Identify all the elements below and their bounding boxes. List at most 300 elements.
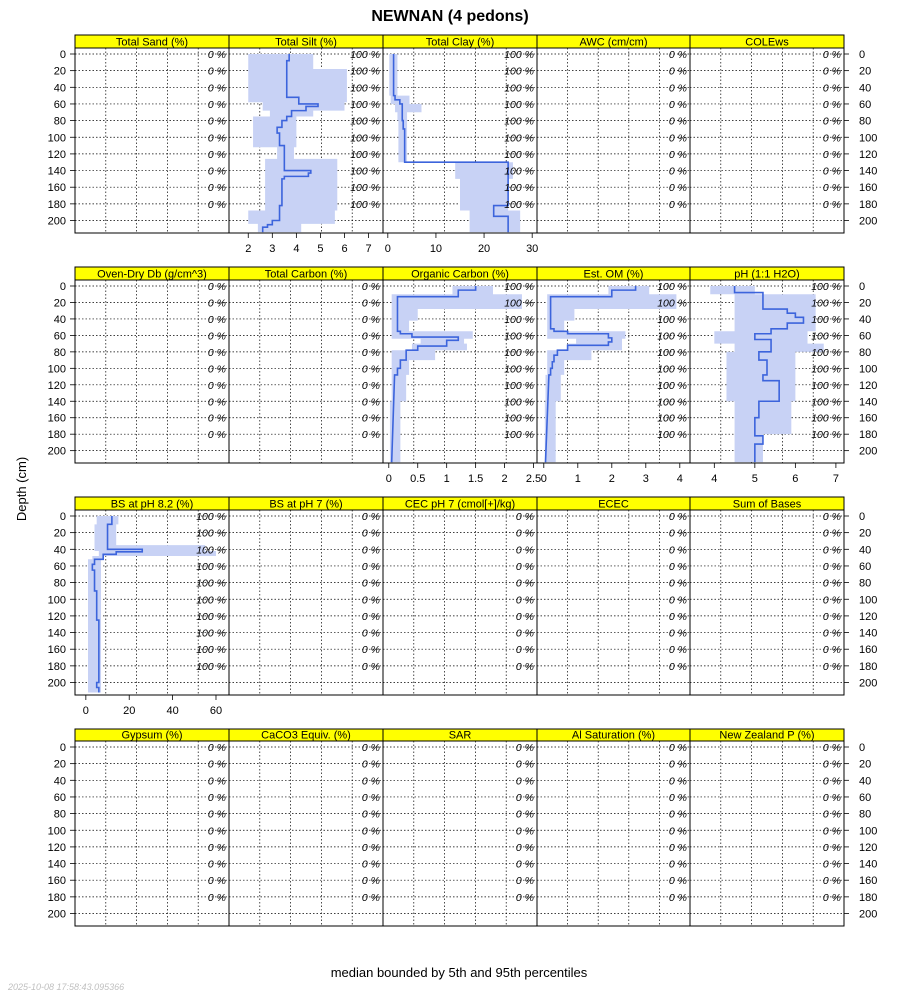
coverage-label: 100 % (811, 313, 841, 326)
x-tick-label: 0 (82, 705, 89, 717)
coverage-label: 0 % (668, 65, 687, 78)
depth-tick-label-right: 0 (859, 49, 866, 61)
coverage-label: 0 % (515, 627, 534, 640)
depth-tick-label-right: 20 (859, 758, 872, 771)
strip-title: Total Carbon (%) (264, 268, 348, 281)
coverage-label: 0 % (668, 841, 687, 854)
x-tick-label: 20 (477, 243, 491, 255)
coverage-label: 100 % (657, 313, 687, 326)
coverage-label: 0 % (822, 594, 841, 607)
coverage-label: 100 % (504, 182, 534, 195)
strip-title: BS at pH 8.2 (%) (110, 498, 194, 511)
coverage-label: 0 % (668, 544, 687, 557)
x-tick-label: 2 (501, 473, 508, 485)
depth-tick-label-right: 20 (859, 527, 872, 540)
depth-tick-label-left: 180 (47, 660, 66, 673)
coverage-label: 0 % (207, 165, 226, 178)
panel-bg (383, 741, 537, 926)
depth-tick-label-left: 100 (47, 825, 66, 838)
depth-tick-label-left: 160 (47, 644, 66, 657)
strip-title: New Zealand P (%) (719, 729, 815, 742)
coverage-label: 0 % (515, 577, 534, 590)
coverage-label: 100 % (196, 577, 226, 590)
coverage-label: 0 % (207, 313, 226, 326)
panel-grid (48, 35, 878, 926)
x-tick-label: 7 (832, 473, 839, 485)
coverage-label: 0 % (822, 182, 841, 195)
depth-tick-label-left: 0 (59, 49, 66, 61)
coverage-label: 0 % (822, 511, 841, 523)
coverage-label: 0 % (207, 297, 226, 310)
depth-tick-label-right: 180 (859, 660, 878, 673)
depth-tick-label-left: 160 (47, 412, 66, 425)
x-tick-label: 0 (540, 473, 547, 485)
coverage-label: 0 % (207, 132, 226, 145)
coverage-label: 100 % (350, 198, 380, 211)
coverage-label: 0 % (207, 115, 226, 128)
coverage-label: 100 % (504, 165, 534, 178)
depth-tick-label-left: 100 (47, 363, 66, 376)
coverage-label: 100 % (504, 412, 534, 425)
coverage-label: 100 % (811, 429, 841, 442)
depth-tick-label-left: 100 (47, 132, 66, 145)
coverage-label: 0 % (668, 891, 687, 904)
coverage-label: 100 % (350, 148, 380, 161)
coverage-label: 0 % (361, 379, 380, 392)
depth-tick-label-right: 100 (859, 825, 878, 838)
coverage-label: 0 % (207, 808, 226, 821)
coverage-label: 0 % (361, 644, 380, 657)
depth-tick-label-right: 140 (859, 396, 878, 409)
strip-title: Total Clay (%) (425, 36, 495, 49)
coverage-label: 0 % (668, 182, 687, 195)
depth-tick-label-right: 200 (859, 445, 878, 458)
x-tick-label: 0 (384, 243, 391, 255)
x-tick-label: 5 (751, 473, 758, 485)
coverage-label: 100 % (811, 363, 841, 376)
depth-tick-label-left: 140 (47, 165, 66, 178)
coverage-label: 100 % (196, 627, 226, 640)
coverage-label: 0 % (822, 610, 841, 623)
coverage-label: 100 % (196, 644, 226, 657)
coverage-label: 0 % (515, 594, 534, 607)
strip-title: Sum of Bases (732, 498, 802, 511)
panel-16 (229, 729, 383, 926)
coverage-label: 0 % (668, 165, 687, 178)
coverage-label: 0 % (822, 577, 841, 590)
coverage-label: 0 % (668, 594, 687, 607)
coverage-label: 0 % (822, 758, 841, 771)
coverage-label: 0 % (822, 82, 841, 95)
coverage-label: 0 % (515, 511, 534, 523)
depth-tick-label-right: 40 (859, 82, 872, 95)
coverage-label: 0 % (668, 560, 687, 573)
coverage-label: 0 % (822, 544, 841, 557)
coverage-label: 0 % (361, 330, 380, 343)
coverage-label: 100 % (350, 49, 380, 61)
coverage-label: 0 % (361, 577, 380, 590)
coverage-label: 0 % (207, 346, 226, 359)
coverage-label: 0 % (207, 841, 226, 854)
coverage-label: 0 % (668, 98, 687, 111)
coverage-label: 100 % (657, 429, 687, 442)
coverage-label: 0 % (515, 544, 534, 557)
depth-tick-label-right: 180 (859, 429, 878, 442)
coverage-label: 100 % (657, 281, 687, 293)
coverage-label: 0 % (361, 808, 380, 821)
coverage-label: 0 % (668, 791, 687, 804)
depth-tick-label-right: 200 (859, 677, 878, 690)
panel-bg (75, 48, 229, 233)
coverage-label: 0 % (361, 610, 380, 623)
depth-tick-label-left: 40 (53, 544, 66, 557)
panel-bg (537, 48, 690, 233)
coverage-label: 100 % (657, 412, 687, 425)
coverage-label: 0 % (207, 198, 226, 211)
coverage-label: 100 % (196, 660, 226, 673)
coverage-label: 100 % (196, 544, 226, 557)
coverage-label: 0 % (207, 49, 226, 61)
coverage-label: 100 % (504, 363, 534, 376)
coverage-label: 0 % (668, 132, 687, 145)
coverage-label: 100 % (350, 165, 380, 178)
coverage-label: 0 % (822, 132, 841, 145)
coverage-label: 0 % (822, 560, 841, 573)
depth-tick-label-right: 40 (859, 775, 872, 788)
depth-tick-label-left: 0 (59, 511, 66, 523)
coverage-label: 0 % (668, 775, 687, 788)
panel-bg (690, 741, 844, 926)
coverage-label: 100 % (811, 281, 841, 293)
strip-title: AWC (cm/cm) (579, 36, 648, 49)
coverage-label: 100 % (504, 346, 534, 359)
strip-title: Total Sand (%) (115, 36, 189, 49)
depth-tick-label-right: 0 (859, 281, 866, 293)
strip-title: CaCO3 Equiv. (%) (261, 729, 351, 742)
coverage-label: 0 % (822, 627, 841, 640)
depth-tick-label-left: 60 (53, 330, 66, 343)
chart-subtitle: median bounded by 5th and 95th percentiles (330, 965, 588, 980)
depth-tick-label-left: 20 (53, 297, 66, 310)
coverage-label: 0 % (361, 412, 380, 425)
depth-tick-label-right: 0 (859, 511, 866, 523)
depth-tick-label-right: 200 (859, 215, 878, 228)
coverage-label: 0 % (361, 363, 380, 376)
depth-tick-label-left: 200 (47, 908, 66, 921)
depth-tick-label-right: 60 (859, 330, 872, 343)
coverage-label: 0 % (668, 875, 687, 888)
coverage-label: 0 % (207, 330, 226, 343)
x-tick-label: 5 (317, 243, 324, 255)
coverage-label: 0 % (207, 148, 226, 161)
coverage-label: 0 % (361, 791, 380, 804)
depth-tick-label-left: 100 (47, 594, 66, 607)
panel-bg (537, 741, 690, 926)
panel-2 (383, 35, 538, 255)
depth-tick-label-right: 120 (859, 379, 878, 392)
coverage-label: 0 % (515, 791, 534, 804)
panel-14 (690, 497, 844, 695)
depth-tick-label-left: 60 (53, 791, 66, 804)
coverage-label: 100 % (811, 346, 841, 359)
panel-bg (229, 510, 383, 695)
depth-tick-label-left: 80 (53, 577, 66, 590)
x-tick-label: 7 (365, 243, 372, 255)
x-tick-label: 20 (123, 705, 136, 717)
coverage-label: 100 % (504, 198, 534, 211)
coverage-label: 0 % (361, 429, 380, 442)
depth-tick-label-left: 20 (53, 758, 66, 771)
coverage-label: 0 % (361, 841, 380, 854)
coverage-label: 0 % (207, 825, 226, 838)
coverage-label: 0 % (515, 891, 534, 904)
coverage-label: 100 % (504, 115, 534, 128)
depth-tick-label-left: 140 (47, 396, 66, 409)
depth-tick-label-right: 140 (859, 165, 878, 178)
depth-tick-label-left: 140 (47, 627, 66, 640)
coverage-label: 100 % (657, 346, 687, 359)
coverage-label: 0 % (361, 396, 380, 409)
coverage-label: 0 % (668, 198, 687, 211)
coverage-label: 0 % (668, 82, 687, 95)
depth-tick-label-right: 120 (859, 610, 878, 623)
strip-title: COLEws (745, 36, 789, 49)
coverage-label: 0 % (515, 758, 534, 771)
panel-bg (75, 280, 229, 463)
panel-10 (75, 497, 229, 717)
coverage-label: 0 % (515, 644, 534, 657)
coverage-label: 100 % (811, 330, 841, 343)
coverage-label: 0 % (361, 544, 380, 557)
depth-tick-label-right: 100 (859, 363, 878, 376)
coverage-label: 0 % (668, 627, 687, 640)
coverage-label: 0 % (361, 511, 380, 523)
depth-tick-label-right: 80 (859, 346, 872, 359)
coverage-label: 0 % (361, 660, 380, 673)
coverage-label: 0 % (207, 98, 226, 111)
depth-tick-label-left: 160 (47, 875, 66, 888)
panel-11 (229, 497, 383, 695)
depth-tick-label-left: 140 (47, 858, 66, 871)
panel-bg (229, 280, 383, 463)
coverage-label: 0 % (668, 577, 687, 590)
coverage-label: 100 % (196, 594, 226, 607)
panel-13 (537, 497, 690, 695)
coverage-label: 0 % (361, 742, 380, 754)
coverage-label: 0 % (207, 182, 226, 195)
strip-title: pH (1:1 H2O) (734, 268, 800, 281)
panel-15 (75, 729, 229, 926)
x-tick-label: 4 (293, 243, 300, 255)
depth-tick-label-right: 80 (859, 115, 872, 128)
coverage-label: 100 % (504, 82, 534, 95)
coverage-label: 100 % (657, 363, 687, 376)
panel-6 (229, 267, 383, 463)
coverage-label: 0 % (515, 742, 534, 754)
coverage-label: 0 % (515, 825, 534, 838)
coverage-label: 0 % (668, 511, 687, 523)
coverage-label: 100 % (504, 330, 534, 343)
depth-tick-label-left: 120 (47, 379, 66, 392)
strip-title: BS at pH 7 (%) (269, 498, 343, 511)
depth-tick-label-left: 200 (47, 445, 66, 458)
depth-tick-label-left: 60 (53, 560, 66, 573)
coverage-label: 0 % (515, 775, 534, 788)
strip-title: Al Saturation (%) (571, 729, 656, 742)
coverage-label: 0 % (515, 875, 534, 888)
strip-title: ECEC (598, 498, 629, 511)
coverage-label: 100 % (196, 610, 226, 623)
coverage-label: 100 % (504, 98, 534, 111)
coverage-label: 0 % (515, 527, 534, 540)
coverage-label: 0 % (361, 875, 380, 888)
coverage-label: 0 % (207, 791, 226, 804)
coverage-label: 0 % (361, 627, 380, 640)
depth-tick-label-right: 160 (859, 412, 878, 425)
coverage-label: 0 % (668, 644, 687, 657)
depth-tick-label-left: 0 (59, 281, 66, 293)
coverage-label: 0 % (822, 775, 841, 788)
coverage-label: 100 % (504, 396, 534, 409)
coverage-label: 100 % (811, 297, 841, 310)
depth-tick-label-left: 40 (53, 313, 66, 326)
coverage-label: 100 % (504, 148, 534, 161)
depth-tick-label-left: 180 (47, 429, 66, 442)
strip-title: Total Silt (%) (275, 36, 337, 49)
strip-title: CEC pH 7 (cmol[+]/kg) (404, 498, 516, 511)
x-tick-label: 1.5 (467, 473, 484, 485)
coverage-label: 0 % (361, 825, 380, 838)
coverage-label: 100 % (504, 429, 534, 442)
coverage-label: 0 % (515, 808, 534, 821)
depth-tick-label-left: 180 (47, 891, 66, 904)
depth-tick-label-right: 100 (859, 594, 878, 607)
coverage-label: 100 % (350, 65, 380, 78)
coverage-label: 0 % (207, 775, 226, 788)
depth-tick-label-left: 80 (53, 346, 66, 359)
panel-bg (383, 510, 537, 695)
coverage-label: 0 % (668, 148, 687, 161)
panel-bg (690, 48, 844, 233)
depth-tick-label-right: 0 (859, 742, 866, 754)
coverage-label: 100 % (196, 527, 226, 540)
coverage-label: 0 % (822, 49, 841, 61)
coverage-label: 0 % (822, 660, 841, 673)
coverage-label: 0 % (822, 891, 841, 904)
panel-0 (75, 35, 229, 233)
x-tick-label: 6 (792, 473, 799, 485)
coverage-label: 100 % (657, 379, 687, 392)
coverage-label: 100 % (504, 379, 534, 392)
coverage-label: 0 % (668, 858, 687, 871)
depth-tick-label-left: 200 (47, 677, 66, 690)
x-tick-label: 60 (209, 705, 223, 717)
x-tick-label: 1 (574, 473, 581, 485)
coverage-label: 0 % (361, 775, 380, 788)
coverage-label: 0 % (361, 594, 380, 607)
depth-tick-label-right: 160 (859, 644, 878, 657)
coverage-label: 0 % (515, 610, 534, 623)
x-tick-label: 2.5 (525, 473, 542, 485)
panel-3 (537, 35, 690, 233)
coverage-label: 100 % (811, 379, 841, 392)
coverage-label: 0 % (822, 165, 841, 178)
depth-tick-label-right: 120 (859, 148, 878, 161)
depth-tick-label-right: 80 (859, 808, 872, 821)
coverage-label: 100 % (504, 132, 534, 145)
panel-bg (75, 741, 229, 926)
depth-tick-label-left: 60 (53, 98, 66, 111)
coverage-label: 0 % (361, 527, 380, 540)
coverage-label: 0 % (207, 379, 226, 392)
panel-7 (383, 267, 541, 485)
coverage-label: 0 % (668, 660, 687, 673)
coverage-label: 0 % (668, 527, 687, 540)
depth-tick-label-right: 180 (859, 891, 878, 904)
panel-bg (229, 741, 383, 926)
depth-tick-label-right: 160 (859, 875, 878, 888)
x-tick-label: 0.5 (410, 473, 426, 485)
coverage-label: 100 % (657, 396, 687, 409)
coverage-label: 0 % (207, 65, 226, 78)
x-tick-label: 4 (676, 473, 683, 485)
panel-12 (383, 497, 537, 695)
strip-title: Gypsum (%) (121, 729, 183, 742)
coverage-label: 0 % (207, 742, 226, 754)
coverage-label: 100 % (657, 297, 687, 310)
coverage-label: 0 % (822, 742, 841, 754)
coverage-label: 100 % (350, 115, 380, 128)
coverage-label: 0 % (822, 858, 841, 871)
depth-tick-label-right: 80 (859, 577, 872, 590)
panel-4 (690, 35, 844, 233)
depth-tick-label-right: 160 (859, 182, 878, 195)
depth-tick-label-left: 80 (53, 115, 66, 128)
coverage-label: 100 % (504, 281, 534, 293)
coverage-label: 0 % (207, 363, 226, 376)
coverage-label: 0 % (207, 875, 226, 888)
depth-tick-label-left: 0 (59, 742, 66, 754)
coverage-label: 0 % (515, 841, 534, 854)
coverage-label: 0 % (822, 825, 841, 838)
coverage-label: 100 % (350, 82, 380, 95)
coverage-label: 0 % (361, 891, 380, 904)
coverage-label: 0 % (822, 65, 841, 78)
coverage-label: 0 % (361, 858, 380, 871)
depth-tick-label-right: 120 (859, 841, 878, 854)
coverage-label: 0 % (207, 396, 226, 409)
depth-tick-label-left: 20 (53, 527, 66, 540)
coverage-label: 100 % (350, 98, 380, 111)
coverage-label: 0 % (207, 758, 226, 771)
coverage-label: 0 % (668, 742, 687, 754)
coverage-label: 100 % (350, 132, 380, 145)
depth-tick-label-left: 120 (47, 148, 66, 161)
depth-tick-label-right: 20 (859, 65, 872, 78)
coverage-label: 100 % (504, 313, 534, 326)
coverage-label: 100 % (504, 297, 534, 310)
panel-19 (690, 729, 844, 926)
coverage-label: 0 % (361, 560, 380, 573)
depth-tick-label-right: 140 (859, 858, 878, 871)
x-tick-label: 2 (608, 473, 615, 485)
coverage-label: 0 % (207, 281, 226, 293)
coverage-label: 0 % (361, 281, 380, 293)
coverage-label: 0 % (207, 429, 226, 442)
x-tick-label: 3 (269, 243, 276, 255)
x-tick-label: 30 (526, 243, 539, 255)
coverage-label: 0 % (515, 858, 534, 871)
